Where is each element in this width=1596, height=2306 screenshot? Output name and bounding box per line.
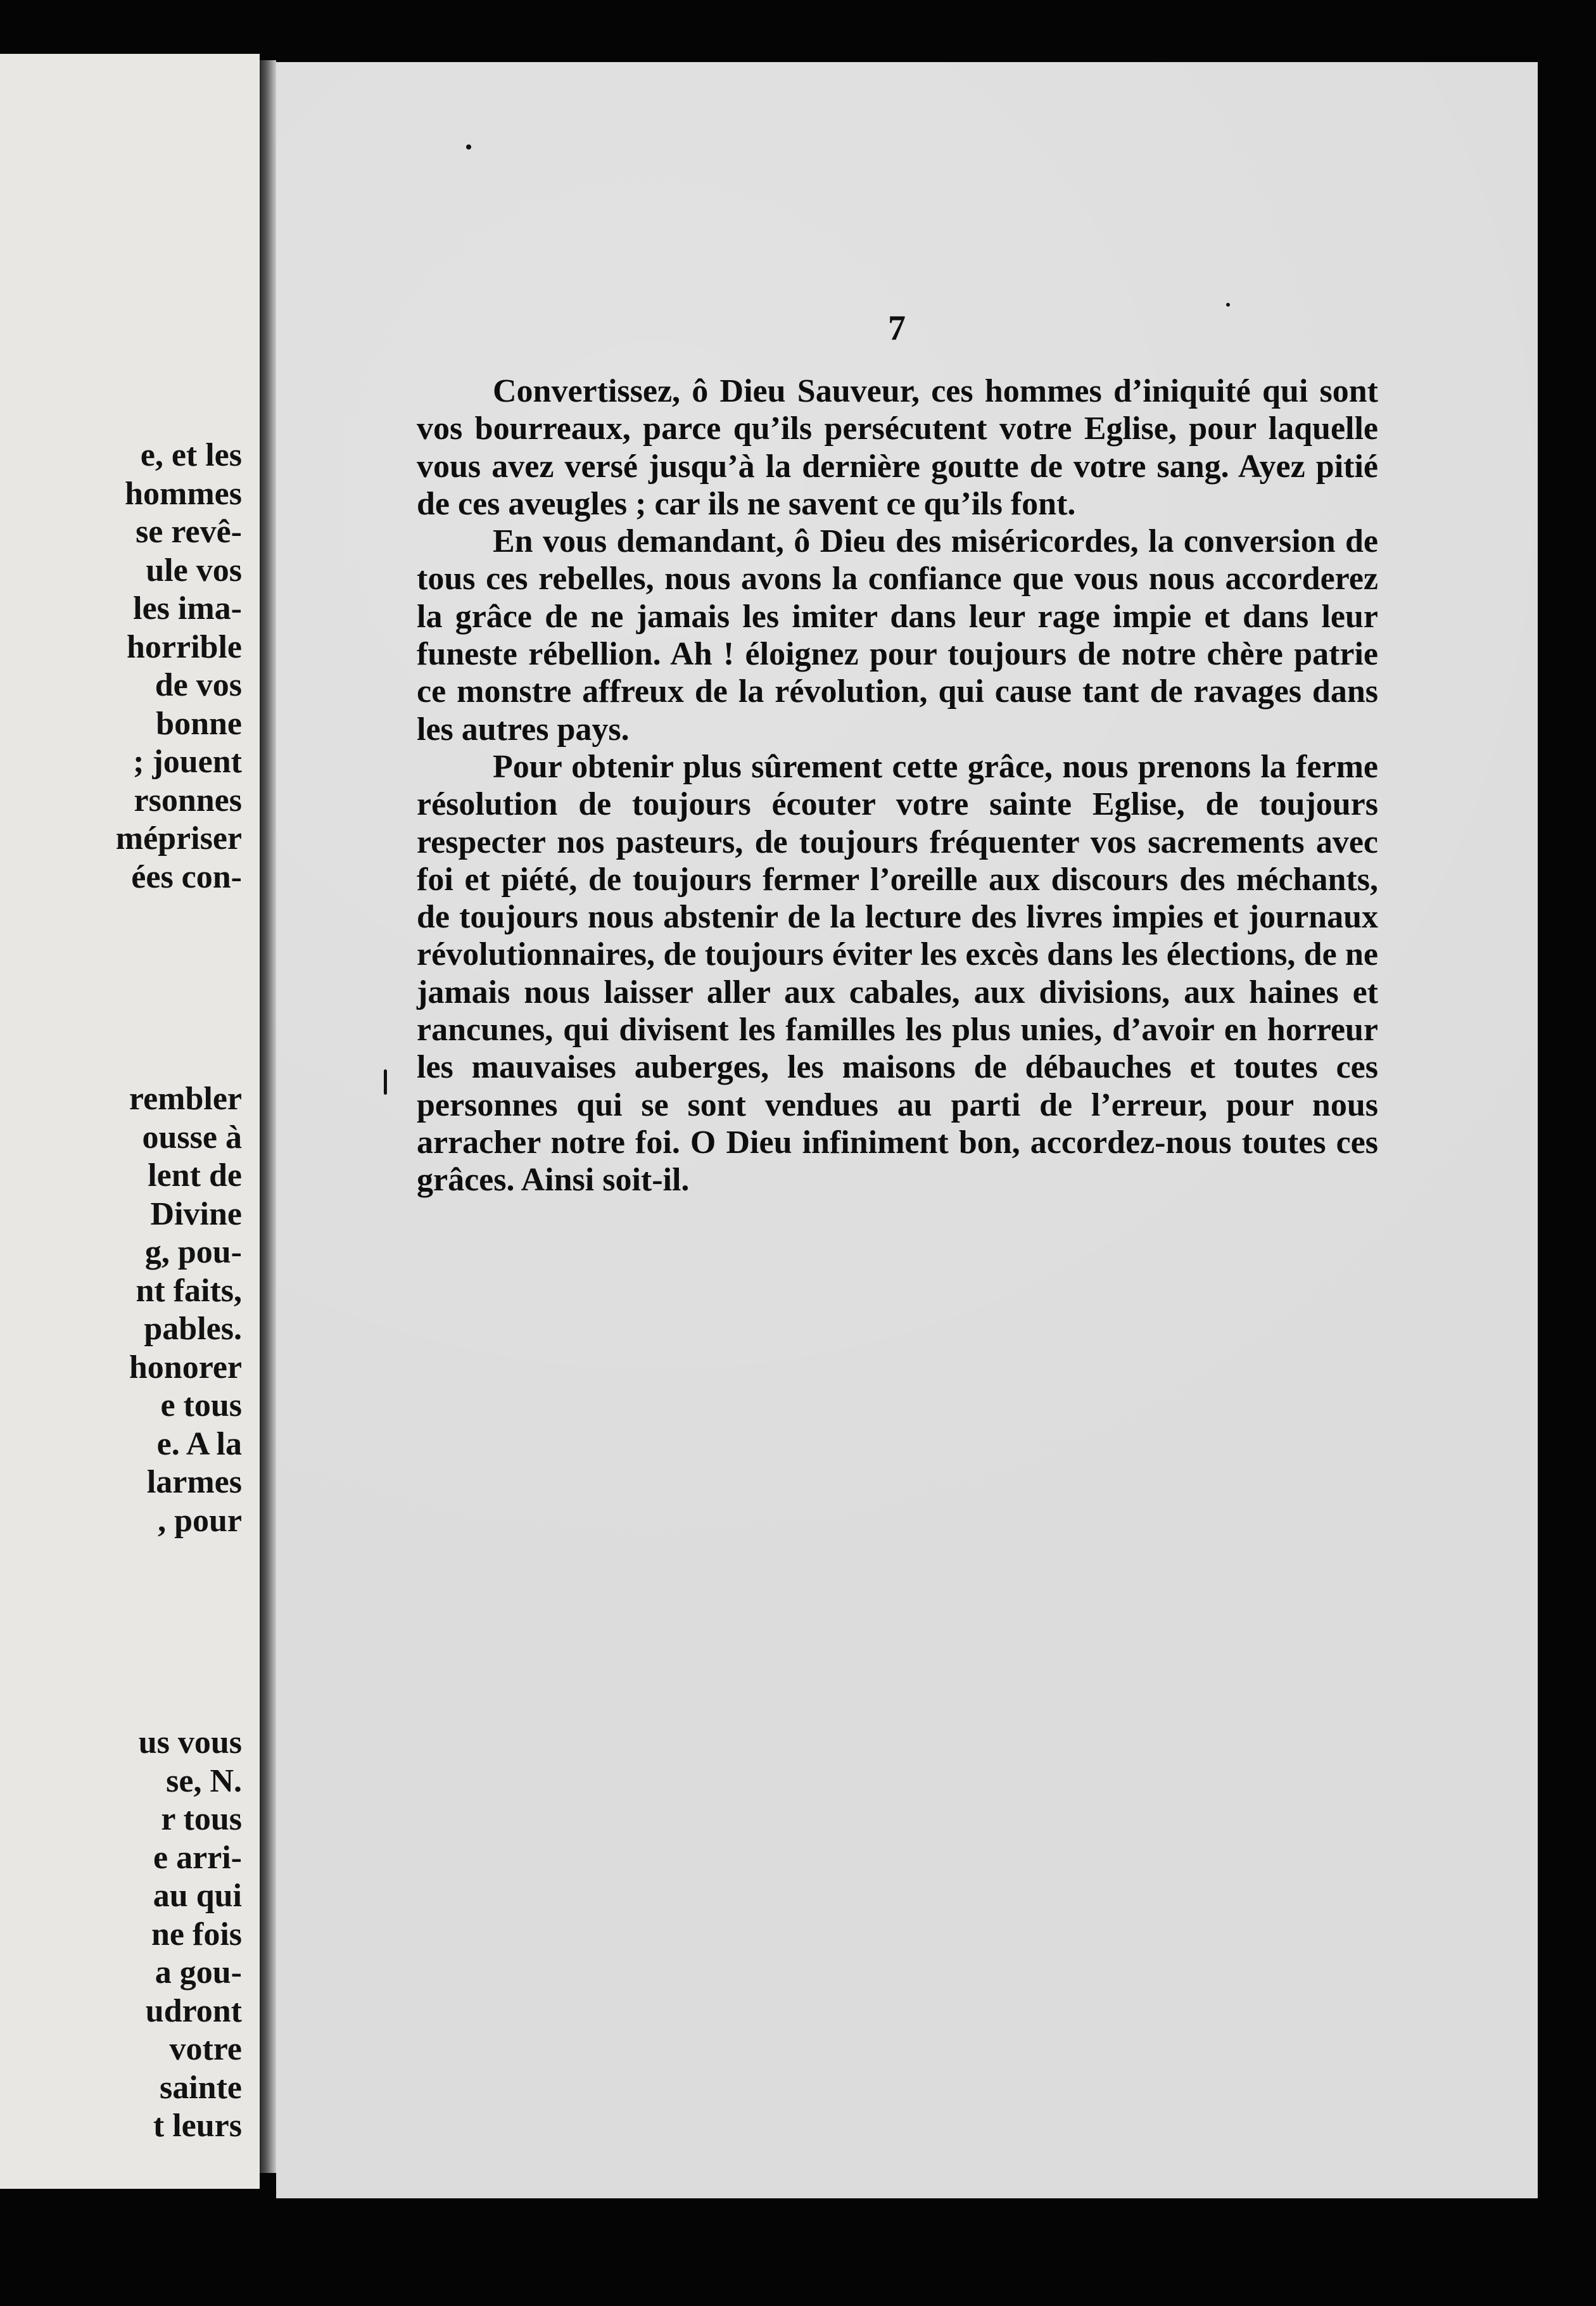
left-fragment-line: , pour (158, 1502, 242, 1539)
left-fragment-line: rembler (129, 1081, 242, 1117)
left-fragment-line: rsonnes (134, 782, 242, 819)
left-fragment-line: e arri- (153, 1839, 242, 1876)
left-fragment-line: hommes (125, 475, 242, 512)
left-fragment-line: sainte (160, 2069, 242, 2106)
left-fragment-group-c (0, 1724, 242, 2146)
left-fragment-group-a (0, 436, 242, 896)
body-text (417, 373, 1378, 1199)
paragraph-2: En vous demandant, ô Dieu des miséricordes, la conversion de tous ces rebelles, nous avons la confiance que vous nous accorderez la grâce de ne jamais les imiter dans leur rage impie et dans leur funeste rébellion. Ah ! éloignez pour toujours de notre chère patrie ce monstre affreux de la révolution, qui cause tant de ravages dans les autres pays. (417, 523, 1378, 748)
left-fragment-line: au qui (153, 1878, 242, 1914)
left-page-text-fragments (0, 360, 242, 2189)
left-fragment-line: g, pou- (144, 1234, 242, 1270)
ink-speck (1226, 303, 1230, 307)
left-fragment-line: bonne (156, 705, 242, 742)
paragraph-1: Convertissez, ô Dieu Sauveur, ces hommes d’iniquité qui sont vos bourreaux, parce qu’ils persécutent votre Eglise, pour laquelle vous avez versé jusqu’à la dernière goutte de votre sang. Ayez pitié de ces aveugles ; car ils ne savent ce qu’ils font. (417, 373, 1378, 522)
book-gutter (260, 60, 276, 2173)
left-fragment-line: ; jouent (133, 744, 242, 780)
left-fragment-line: se revê- (136, 514, 242, 550)
right-page (276, 62, 1538, 2198)
left-page (0, 54, 260, 2189)
left-fragment-line: les ima- (133, 590, 242, 627)
left-fragment-line: votre (169, 2031, 242, 2067)
left-fragment-line: honorer (129, 1349, 242, 1386)
left-fragment-line: udront (145, 1992, 242, 2029)
left-fragment-line: larmes (146, 1464, 242, 1500)
page-number: 7 (888, 309, 906, 348)
left-fragment-line: nt faits, (136, 1272, 242, 1309)
left-fragment-line: ées con- (131, 858, 242, 895)
left-fragment-line: us vous (138, 1724, 242, 1761)
left-fragment-line: horrible (127, 628, 242, 665)
ink-speck (466, 144, 471, 150)
left-fragment-line: de vos (155, 667, 242, 703)
left-fragment-line: r tous (161, 1801, 242, 1837)
left-fragment-line: ousse à (142, 1119, 242, 1156)
paragraph-3: Pour obtenir plus sûrement cette grâce, nous prenons la ferme résolution de toujours écouter votre sainte Eglise, de toujours respecter nos pasteurs, de toujours fréquenter vos sacrements avec foi et piété, de toujours fermer l’oreille aux discours des méchants, de toujours nous abstenir de la lecture des livres impies et journaux révolutionnaires, de toujours éviter les excès dans les élections, de ne jamais nous laisser aller aux cabales, aux divisions, aux haines et rancunes, qui divisent les familles les plus unies, d’avoir en horreur les mauvaises auberges, les maisons de débauches et toutes ces personnes qui se sont vendues au parti de l’erreur, pour nous arracher notre foi. O Dieu infiniment bon, accordez-nous toutes ces grâces. Ainsi soit-il. (417, 748, 1378, 1199)
left-fragment-line: mépriser (115, 820, 242, 857)
left-fragment-line: pables. (144, 1311, 242, 1347)
left-fragment-line: e tous (160, 1387, 242, 1424)
ink-speck (384, 1069, 387, 1095)
left-fragment-line: ne fois (151, 1916, 242, 1952)
left-fragment-line: se, N. (166, 1762, 242, 1799)
left-fragment-line: ule vos (146, 552, 242, 589)
left-fragment-line: lent de (148, 1157, 242, 1194)
left-fragment-line: Divine (150, 1195, 242, 1232)
left-fragment-group-b (0, 1080, 242, 1540)
left-fragment-line: a gou- (155, 1954, 242, 1991)
left-fragment-line: e. A la (156, 1425, 242, 1462)
left-fragment-line: t leurs (153, 2108, 242, 2144)
left-fragment-line: e, et les (140, 437, 242, 473)
